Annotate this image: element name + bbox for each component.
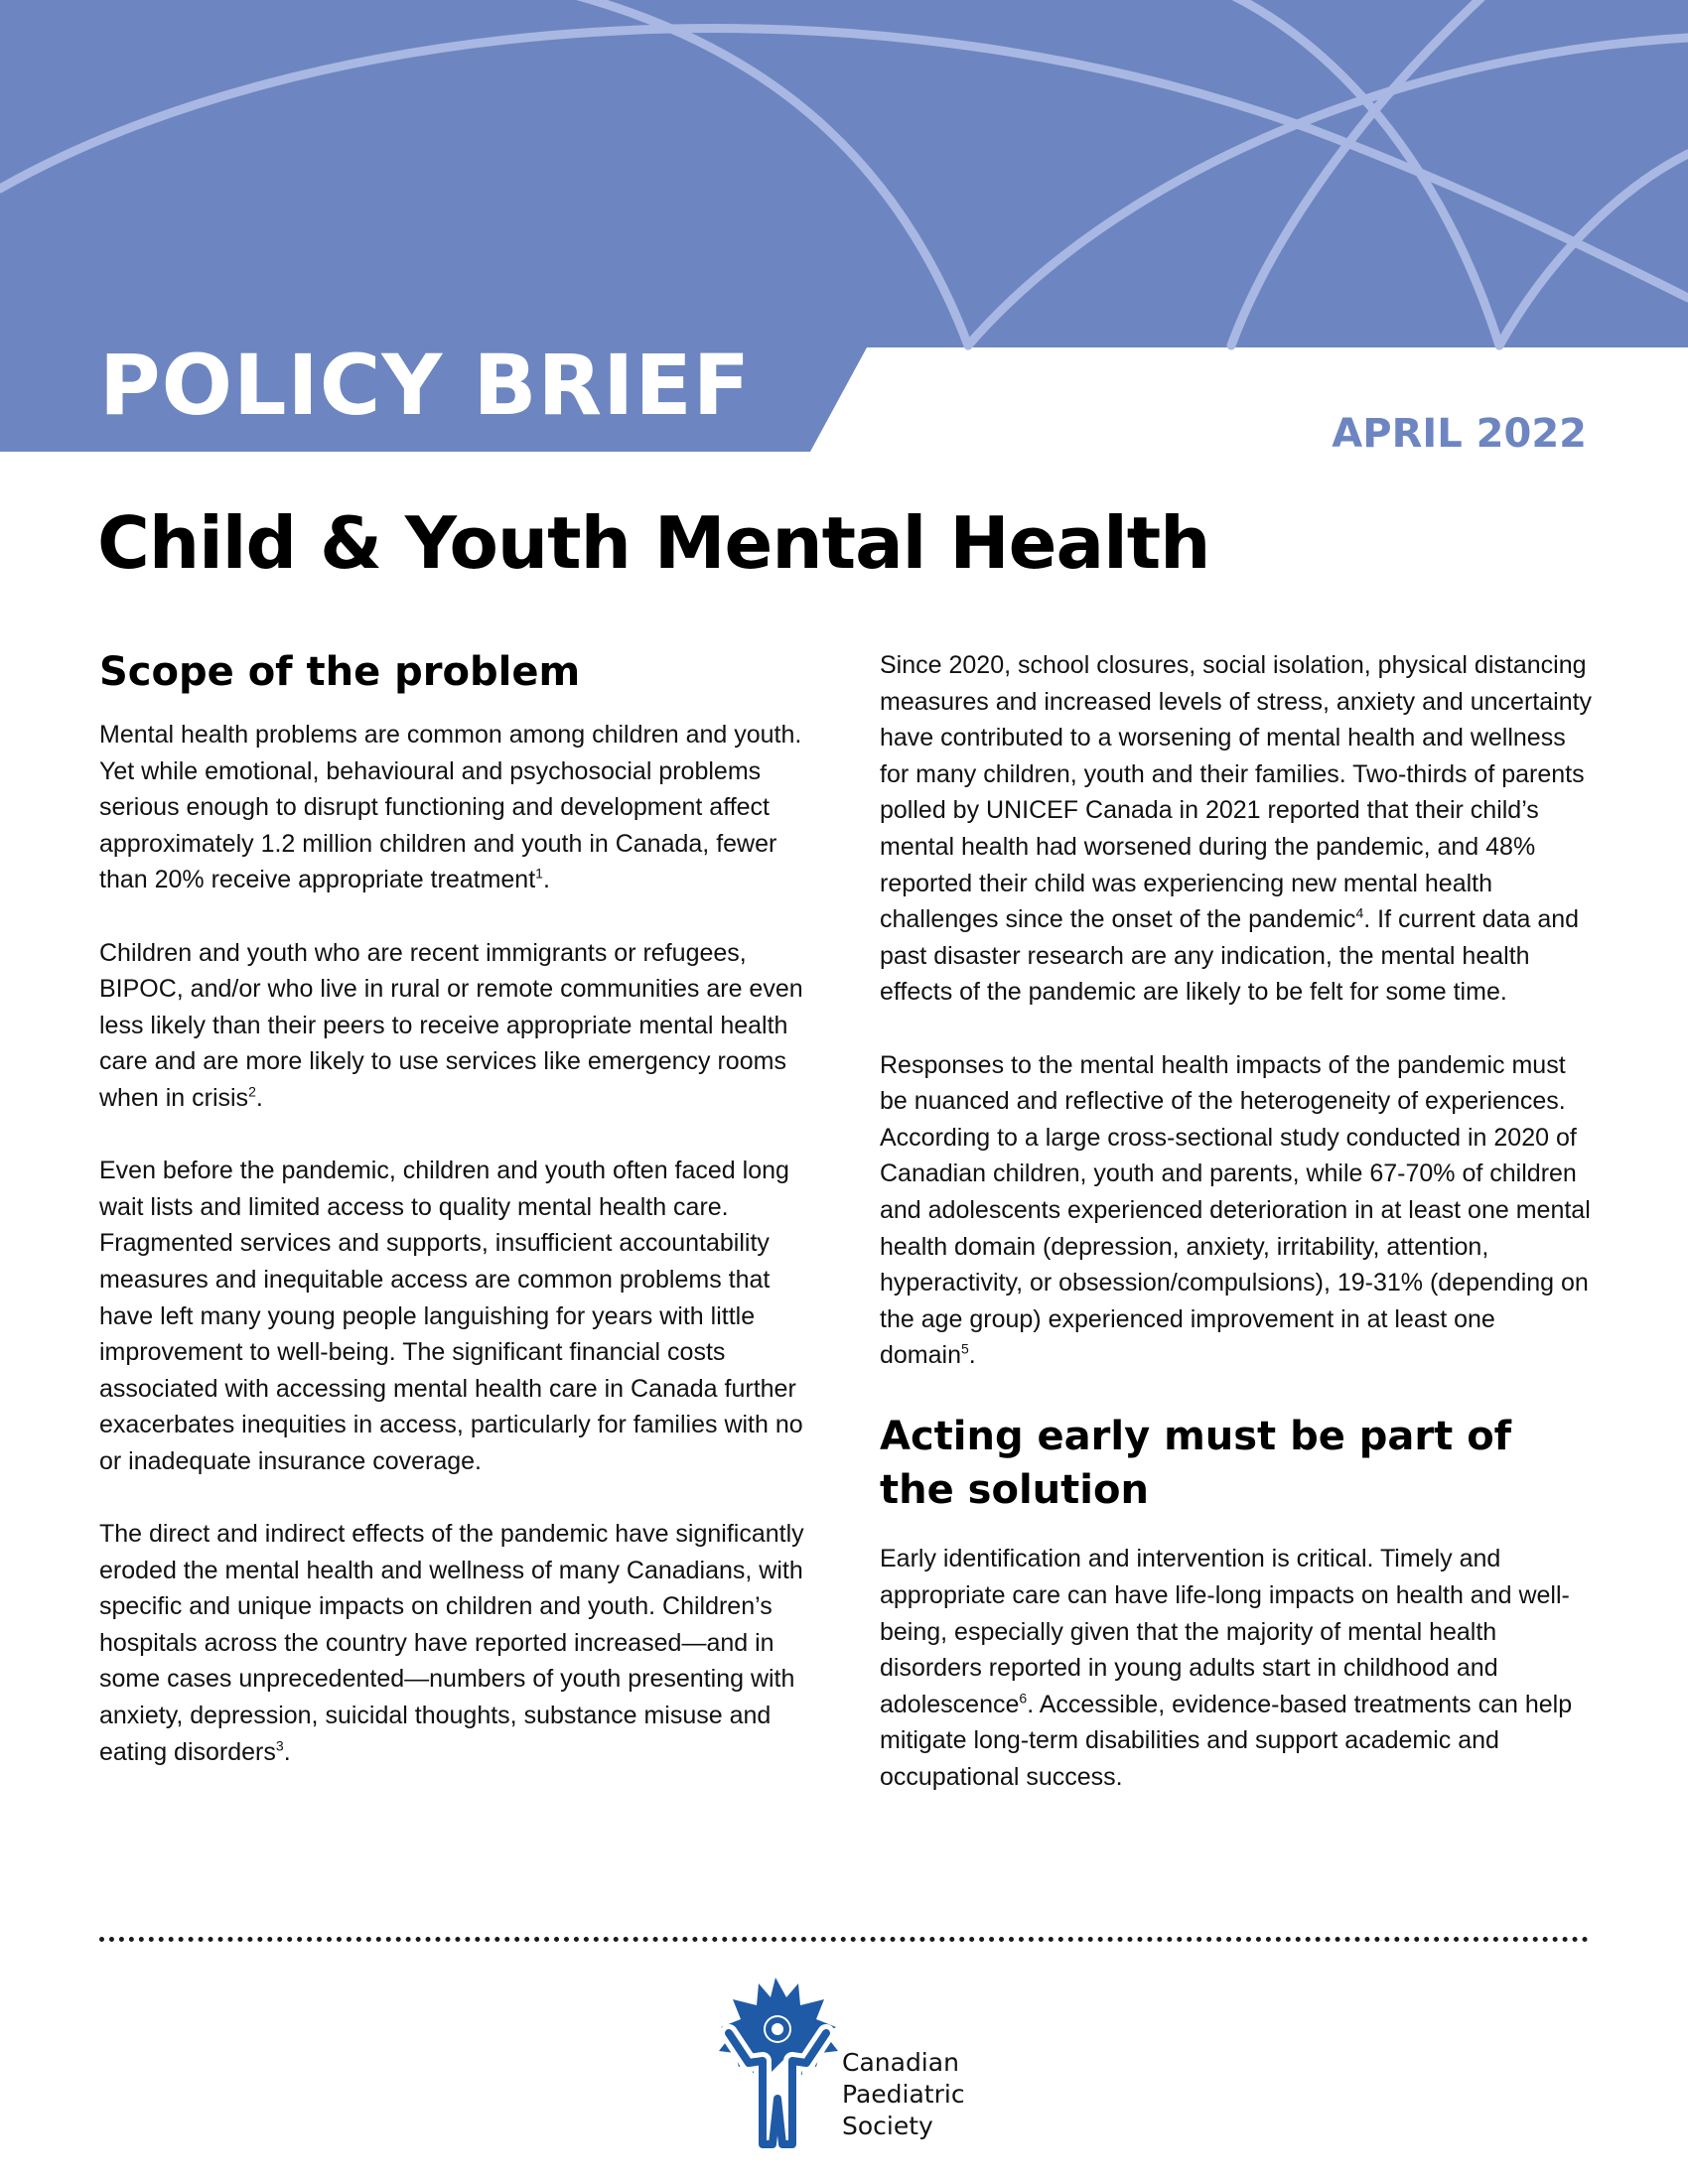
org-name-line: Paediatric (842, 2080, 965, 2109)
paragraph-text: . (255, 1083, 263, 1112)
paragraph (880, 1541, 1595, 1795)
paragraph-text: Responses to the mental health impacts of the pandemic must be nuanced and reflective of the heterogeneity of experiences. According to a large cross-sectional study conducted in 2020 of Canadian children, youth and parents, while 67-70% of children and adolescents experienced deterioration in at least one mental health domain (depression, anxiety, irritability, attention, hyperactivity, or obsession/compulsions), 19-31% (depending on the age group) experienced improvement in at least one domain (880, 1050, 1591, 1370)
footnote-ref: 4 (1355, 904, 1364, 921)
publication-date: APRIL 2022 (1332, 411, 1587, 457)
section-heading-acting-early: Acting early must be part of the solution (880, 1414, 1512, 1514)
org-name-line: Society (842, 2112, 933, 2140)
footnote-ref: 6 (1019, 1690, 1028, 1706)
org-name-line: Canadian (842, 2048, 959, 2077)
paragraph-text: Children and youth who are recent immigrants or refugees, BIPOC, and/or who live in rural or remote communities are even less likely than their peers to receive appropriate mental health care and are more likely to use services like emergency rooms when in crisis (99, 938, 803, 1112)
paragraph-text: The direct and indirect effects of the pandemic have significantly eroded the mental health and wellness of many Canadians, with specific and unique impacts on children and youth. Children’s hospitals across the country have reported increased—and in some cases unprecedented—numbers of youth presenting with anxiety, depression, suicidal thoughts, substance misuse and eating disorders (99, 1520, 804, 1766)
paragraph-text: . Accessible, evidence-based treatments can help mitigate long-term disabilities and support academic and occupational success. (880, 1690, 1573, 1792)
paragraph-text: . (542, 866, 550, 894)
paragraph (99, 717, 814, 898)
policy-brief-label: POLICY BRIEF (99, 337, 752, 434)
left-column (99, 645, 814, 1807)
footnote-ref: 1 (535, 866, 543, 883)
cps-logo (715, 1976, 973, 2154)
paragraph-text: . (968, 1341, 976, 1370)
footnote-ref: 5 (961, 1340, 969, 1357)
footnote-ref: 3 (275, 1737, 284, 1754)
paragraph-text: Even before the pandemic, children and youth often faced long wait lists and limited access to quality mental health care. Fragmented services and supports, insufficient accountability measures and inequitable access are common problems that have left many young people languishing for years with little improvement to well-being. The significant financial costs associated with accessing mental health care in Canada further exacerbates inequities in access, particularly for families with no or inadequate insurance coverage. (99, 1157, 803, 1475)
section-heading-scope: Scope of the problem (99, 649, 581, 695)
paragraph-text: Mental health problems are common among children and youth. Yet while emotional, behavioural and psychosocial problems serious enough to disrupt functioning and development affect approximately 1.2 million children and youth in Canada, fewer than 20% receive appropriate treatment (99, 721, 802, 894)
paragraph-text: . If current data and past disaster research are any indication, the mental health effects of the pandemic are likely to be felt for some time. (880, 905, 1580, 1007)
footnote-ref: 2 (248, 1083, 256, 1100)
page-title: Child & Youth Mental Health (97, 501, 1210, 585)
maple-leaf-child-icon (715, 1976, 844, 2154)
paragraph (99, 1153, 814, 1479)
paragraph-text: . (283, 1737, 291, 1766)
header-banner (0, 0, 1688, 457)
paragraph-text: Since 2020, school closures, social isolation, physical distancing measures and increased levels of stress, anxiety and uncertainty have contributed to a worsening of mental health and wellness for many children, youth and their families. Two-thirds of parents polled by UNICEF Canada in 2021 reported that their child’s mental health had worsened during the pandemic, and 48% reported their child was experiencing new mental health challenges since the onset of the pandemic (880, 651, 1593, 934)
footer-divider (99, 1937, 1589, 1942)
paragraph (99, 935, 814, 1117)
paragraph (880, 647, 1595, 1011)
paragraph (99, 1516, 814, 1770)
right-column (880, 647, 1595, 1832)
org-name (842, 2047, 965, 2142)
paragraph-text: Early identification and intervention is critical. Timely and appropriate care can have life-long impacts on health and well-being, especially given that the majority of mental health disorders reported in young adults start in childhood and adolescence (880, 1545, 1570, 1718)
paragraph (880, 1047, 1595, 1374)
